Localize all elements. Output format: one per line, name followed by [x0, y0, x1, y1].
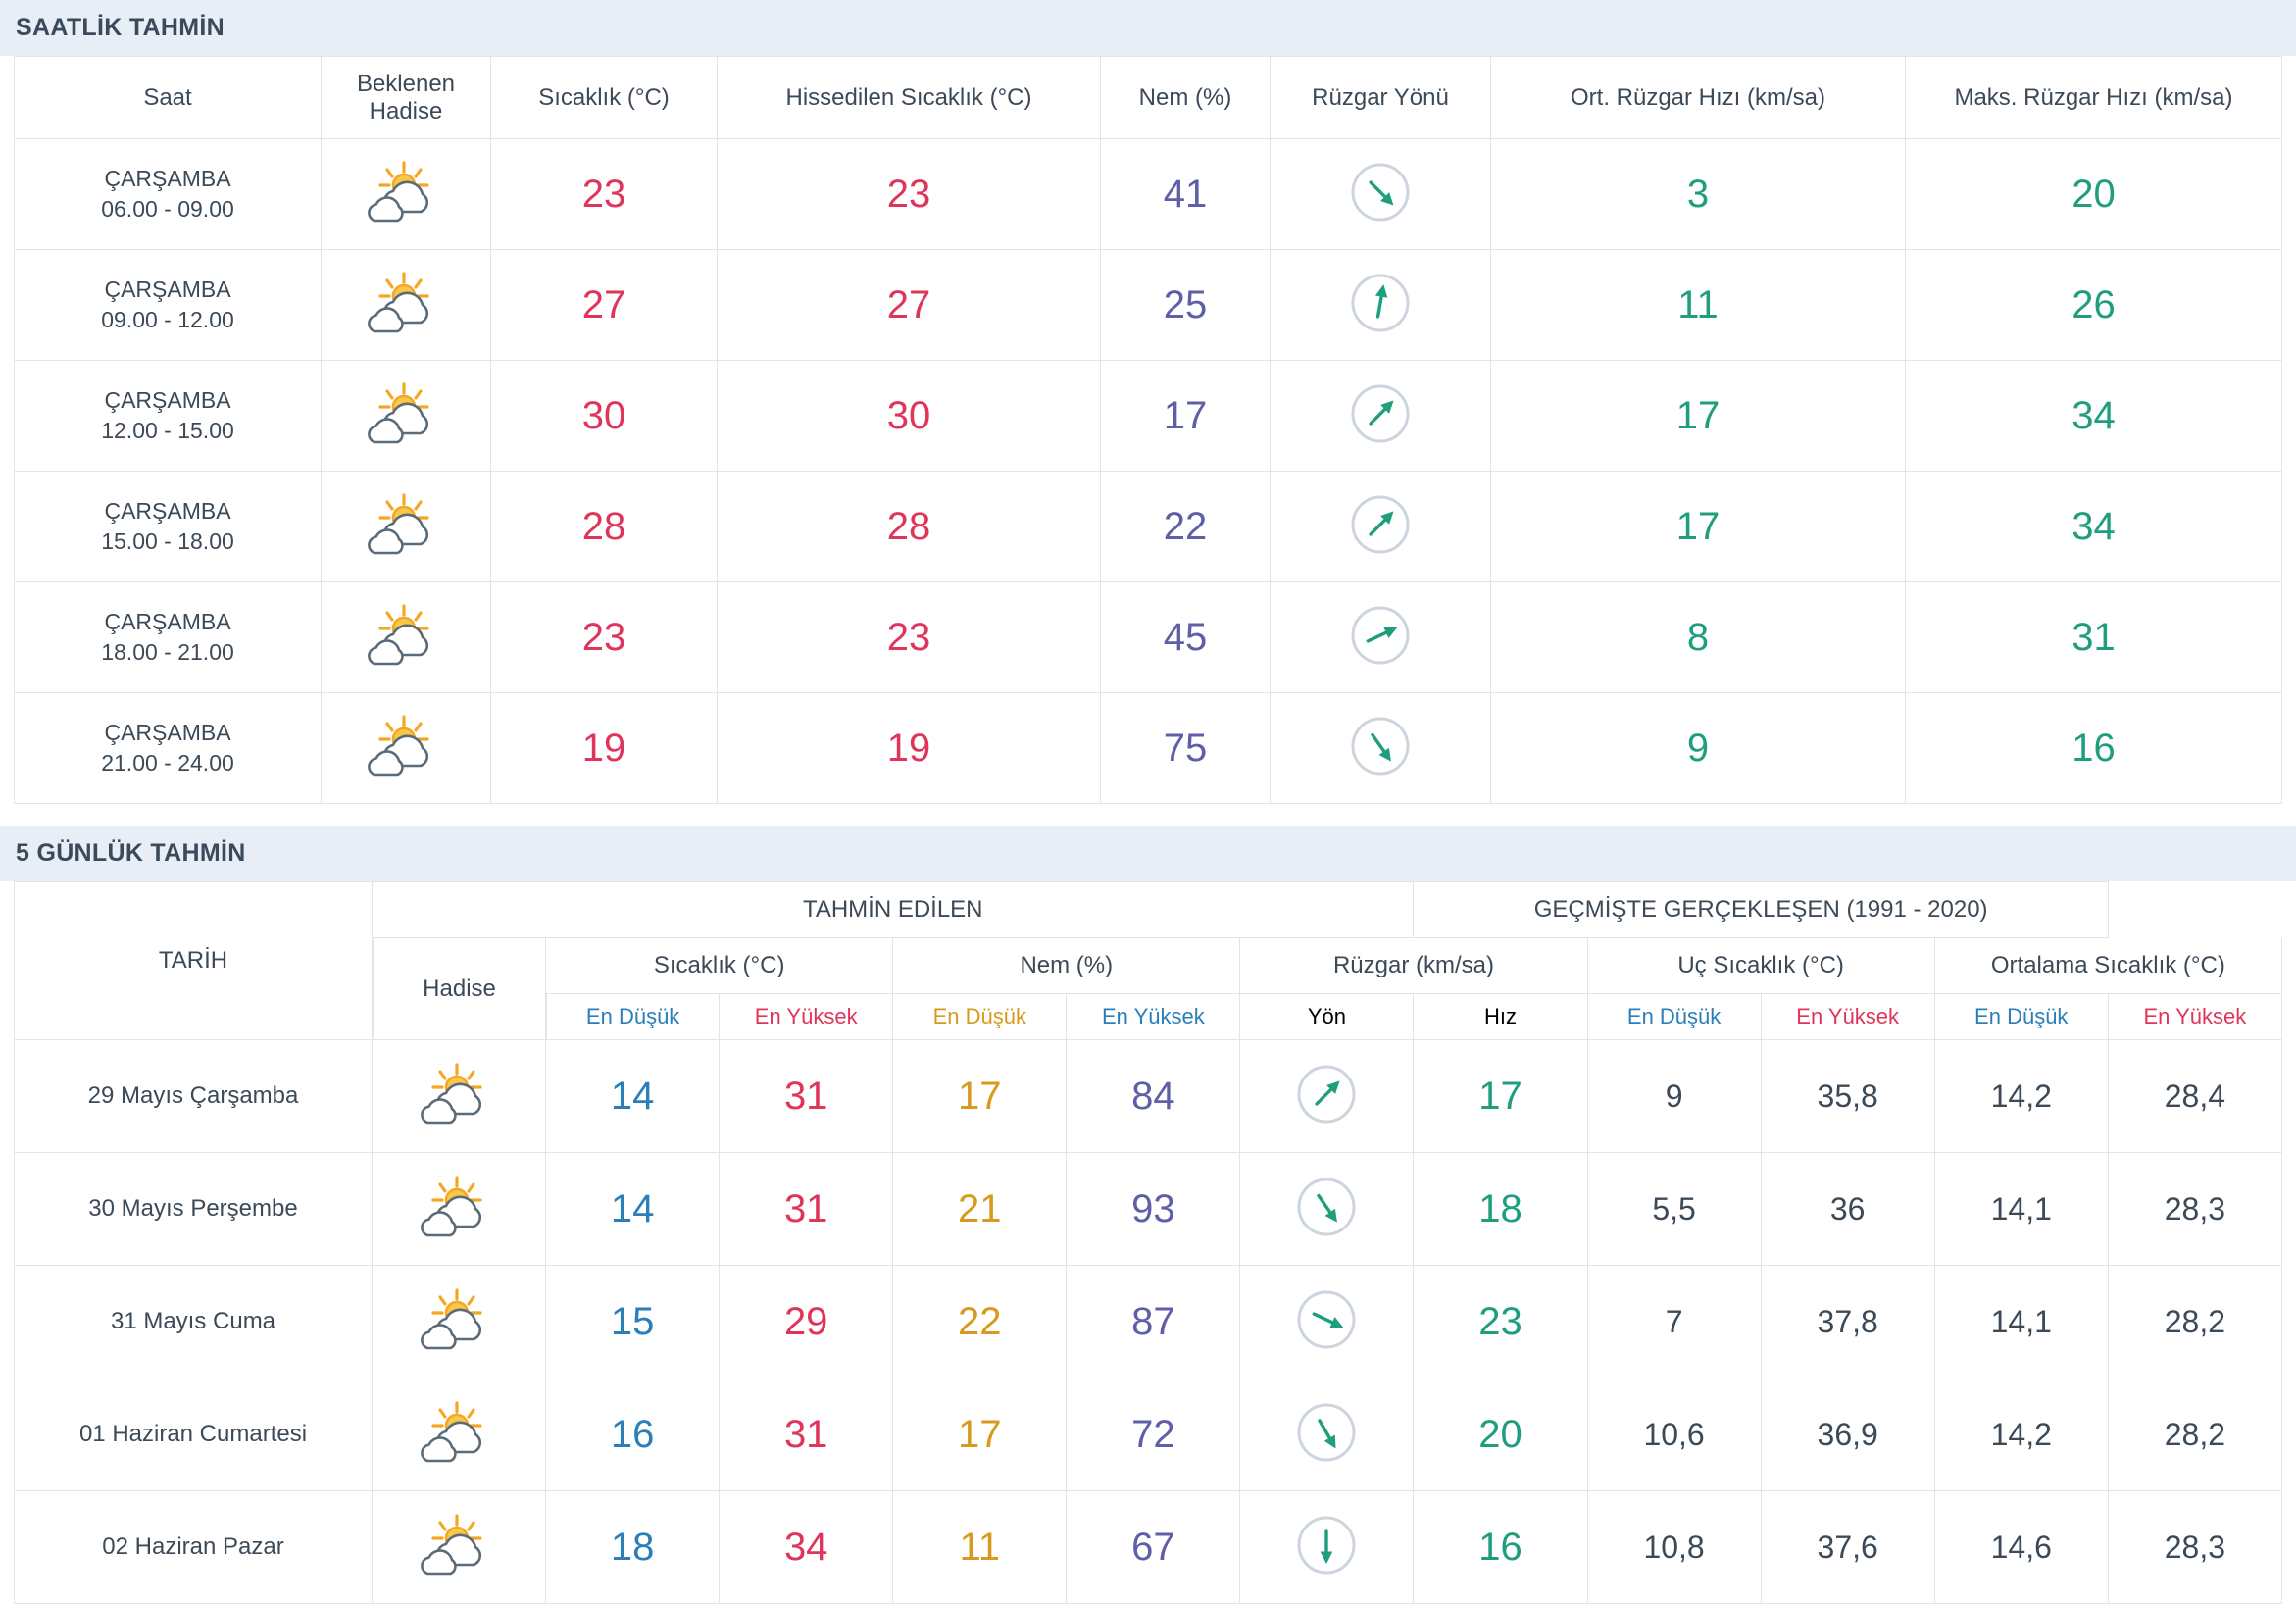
hourly-event-cell: [322, 361, 491, 472]
daily-extreme-max-value: 36,9: [1762, 1378, 1935, 1491]
sun-behind-cloud-icon: [359, 603, 453, 668]
hourly-col-humidity: Nem (%): [1101, 56, 1271, 139]
hourly-temp-value: 30: [491, 361, 718, 472]
daily-date-cell: 30 Mayıs Perşembe: [14, 1153, 373, 1266]
hourly-feels-value: 23: [718, 139, 1101, 250]
daily-col-humidity: Nem (%): [893, 938, 1240, 994]
hourly-temp-value: 27: [491, 250, 718, 361]
daily-hum-max-value: 84: [1067, 1040, 1240, 1153]
hourly-col-max-wind: Maks. Rüzgar Hızı (km/sa): [1906, 56, 2282, 139]
hourly-avg-wind-value: 17: [1491, 361, 1906, 472]
daily-temp-max-value: 31: [720, 1040, 893, 1153]
daily-temp-max-value: 31: [720, 1378, 893, 1491]
daily-wind-speed-value: 18: [1414, 1153, 1587, 1266]
hourly-humidity-value: 17: [1101, 361, 1271, 472]
daily-extreme-min-value: 10,6: [1588, 1378, 1762, 1491]
hourly-wind-direction-cell: [1271, 693, 1491, 804]
daily-event-cell: [373, 1266, 546, 1378]
daily-wind-speed-value: 16: [1414, 1491, 1587, 1604]
wind-direction-dial-icon: [1350, 716, 1411, 777]
daily-wind-direction-cell: [1240, 1266, 1414, 1378]
hourly-time-cell: [14, 250, 322, 361]
hourly-feels-value: 23: [718, 582, 1101, 693]
daily-hum-max-value: 67: [1067, 1491, 1240, 1604]
hourly-temp-value: 28: [491, 472, 718, 582]
daily-avg-min-value: 14,6: [1935, 1491, 2109, 1604]
daily-section-header: 5 GÜNLÜK TAHMİN: [0, 826, 2296, 881]
daily-sub-extreme-max: En Yüksek: [1762, 994, 1935, 1040]
wind-direction-dial-icon: [1296, 1289, 1357, 1350]
hourly-time-cell: [14, 582, 322, 693]
hourly-event-cell: [322, 250, 491, 361]
daily-wind-direction-cell: [1240, 1491, 1414, 1604]
wind-direction-dial-icon: [1350, 605, 1411, 666]
daily-group-forecast: TAHMİN EDİLEN: [373, 881, 1414, 938]
daily-col-event: Hadise: [373, 938, 546, 1040]
daily-event-cell: [373, 1378, 546, 1491]
daily-wind-direction-cell: [1240, 1040, 1414, 1153]
daily-avg-min-value: 14,1: [1935, 1153, 2109, 1266]
daily-extreme-max-value: 36: [1762, 1153, 1935, 1266]
hourly-avg-wind-value: 17: [1491, 472, 1906, 582]
hourly-col-event: [322, 56, 491, 139]
wind-direction-dial-icon: [1296, 1402, 1357, 1463]
daily-sub-hum-max: En Yüksek: [1067, 994, 1240, 1040]
daily-col-extreme-temp: Uç Sıcaklık (°C): [1588, 938, 1935, 994]
hourly-temp-value: 23: [491, 139, 718, 250]
daily-extreme-max-value: 37,6: [1762, 1491, 1935, 1604]
hourly-event-cell: [322, 139, 491, 250]
hourly-wind-direction-cell: [1271, 139, 1491, 250]
hourly-col-time: Saat: [14, 56, 322, 139]
daily-avg-max-value: 28,3: [2109, 1491, 2282, 1604]
hourly-time-cell: [14, 361, 322, 472]
hourly-table-body: [14, 139, 2282, 804]
hourly-table-head: [14, 56, 2282, 139]
hourly-header-row: [14, 56, 2282, 139]
hourly-day-label: ÇARŞAMBA: [104, 498, 231, 525]
daily-event-cell: [373, 1153, 546, 1266]
daily-temp-min-value: 16: [546, 1378, 720, 1491]
daily-avg-min-value: 14,2: [1935, 1378, 2109, 1491]
table-row: [14, 1040, 2282, 1153]
daily-col-wind: Rüzgar (km/sa): [1240, 938, 1587, 994]
sun-behind-cloud-icon: [412, 1400, 506, 1465]
sun-behind-cloud-icon: [359, 271, 453, 335]
daily-extreme-min-value: 9: [1588, 1040, 1762, 1153]
sun-behind-cloud-icon: [359, 714, 453, 778]
daily-sub-wind-speed: Hız: [1414, 994, 1587, 1040]
daily-sub-avg-min: En Düşük: [1935, 994, 2109, 1040]
daily-avg-max-value: 28,2: [2109, 1266, 2282, 1378]
table-row: [14, 361, 2282, 472]
daily-avg-max-value: 28,4: [2109, 1040, 2282, 1153]
hourly-section-header: SAATLİK TAHMİN: [0, 0, 2296, 56]
hourly-col-temp: Sıcaklık (°C): [491, 56, 718, 139]
hourly-day-label: ÇARŞAMBA: [104, 166, 231, 192]
sun-behind-cloud-icon: [359, 381, 453, 446]
daily-hum-max-value: 72: [1067, 1378, 1240, 1491]
hourly-max-wind-value: 34: [1906, 361, 2282, 472]
hourly-event-cell: [322, 582, 491, 693]
daily-extreme-min-value: 7: [1588, 1266, 1762, 1378]
daily-sub-wind-dir: Yön: [1240, 994, 1414, 1040]
hourly-day-label: ÇARŞAMBA: [104, 720, 231, 746]
hourly-temp-value: 23: [491, 582, 718, 693]
daily-hum-min-value: 21: [893, 1153, 1067, 1266]
hourly-max-wind-value: 26: [1906, 250, 2282, 361]
hourly-forecast-table: [14, 56, 2282, 804]
hourly-feels-value: 28: [718, 472, 1101, 582]
table-row: [14, 472, 2282, 582]
hourly-humidity-value: 25: [1101, 250, 1271, 361]
hourly-feels-value: 30: [718, 361, 1101, 472]
sun-behind-cloud-icon: [412, 1175, 506, 1239]
sun-behind-cloud-icon: [359, 160, 453, 225]
hourly-day-label: ÇARŞAMBA: [104, 276, 231, 303]
daily-avg-max-value: 28,3: [2109, 1153, 2282, 1266]
daily-avg-min-value: 14,2: [1935, 1040, 2109, 1153]
hourly-range-label: 15.00 - 18.00: [101, 528, 234, 555]
table-row: [14, 1491, 2282, 1604]
sun-behind-cloud-icon: [412, 1287, 506, 1352]
hourly-temp-value: 19: [491, 693, 718, 804]
table-row: [14, 582, 2282, 693]
wind-direction-dial-icon: [1350, 273, 1411, 333]
wind-direction-dial-icon: [1350, 162, 1411, 223]
daily-temp-min-value: 14: [546, 1040, 720, 1153]
hourly-range-label: 21.00 - 24.00: [101, 750, 234, 777]
hourly-col-event-line1: Beklenen: [356, 71, 456, 97]
hourly-max-wind-value: 16: [1906, 693, 2282, 804]
hourly-table-wrap: [0, 56, 2296, 804]
daily-hum-min-value: 22: [893, 1266, 1067, 1378]
table-row: [14, 250, 2282, 361]
daily-extreme-min-value: 10,8: [1588, 1491, 1762, 1604]
daily-temp-min-value: 14: [546, 1153, 720, 1266]
hourly-humidity-value: 75: [1101, 693, 1271, 804]
wind-direction-dial-icon: [1350, 494, 1411, 555]
daily-temp-min-value: 15: [546, 1266, 720, 1378]
daily-wind-direction-cell: [1240, 1378, 1414, 1491]
sun-behind-cloud-icon: [412, 1062, 506, 1127]
daily-extreme-max-value: 37,8: [1762, 1266, 1935, 1378]
hourly-event-cell: [322, 472, 491, 582]
hourly-max-wind-value: 20: [1906, 139, 2282, 250]
daily-hum-max-value: 87: [1067, 1266, 1240, 1378]
daily-wind-speed-value: 20: [1414, 1378, 1587, 1491]
wind-direction-dial-icon: [1296, 1177, 1357, 1237]
hourly-day-label: ÇARŞAMBA: [104, 387, 231, 414]
daily-wind-speed-value: 23: [1414, 1266, 1587, 1378]
daily-sub-extreme-min: En Düşük: [1588, 994, 1762, 1040]
daily-extreme-min-value: 5,5: [1588, 1153, 1762, 1266]
daily-sub-avg-max: En Yüksek: [2109, 994, 2282, 1040]
daily-event-cell: [373, 1040, 546, 1153]
daily-sub-hum-min: En Düşük: [893, 994, 1067, 1040]
sun-behind-cloud-icon: [359, 492, 453, 557]
daily-wind-direction-cell: [1240, 1153, 1414, 1266]
hourly-max-wind-value: 34: [1906, 472, 2282, 582]
daily-col-avg-temp: Ortalama Sıcaklık (°C): [1935, 938, 2282, 994]
daily-header-row-groups: [14, 881, 2282, 938]
daily-temp-min-value: 18: [546, 1491, 720, 1604]
daily-wind-speed-value: 17: [1414, 1040, 1587, 1153]
hourly-avg-wind-value: 11: [1491, 250, 1906, 361]
daily-forecast-table: [14, 881, 2282, 1604]
hourly-wind-direction-cell: [1271, 250, 1491, 361]
daily-table-body: [14, 1040, 2282, 1604]
daily-hum-min-value: 11: [893, 1491, 1067, 1604]
table-row: [14, 139, 2282, 250]
hourly-event-cell: [322, 693, 491, 804]
hourly-time-cell: [14, 472, 322, 582]
daily-col-temp: Sıcaklık (°C): [546, 938, 893, 994]
hourly-wind-direction-cell: [1271, 582, 1491, 693]
daily-temp-max-value: 31: [720, 1153, 893, 1266]
wind-direction-dial-icon: [1296, 1064, 1357, 1125]
hourly-range-label: 09.00 - 12.00: [101, 307, 234, 333]
hourly-feels-value: 27: [718, 250, 1101, 361]
hourly-wind-direction-cell: [1271, 361, 1491, 472]
wind-direction-dial-icon: [1296, 1515, 1357, 1576]
hourly-col-avg-wind: Ort. Rüzgar Hızı (km/sa): [1491, 56, 1906, 139]
hourly-col-feels: Hissedilen Sıcaklık (°C): [718, 56, 1101, 139]
daily-date-cell: 29 Mayıs Çarşamba: [14, 1040, 373, 1153]
hourly-humidity-value: 22: [1101, 472, 1271, 582]
hourly-col-event-line2: Hadise: [369, 97, 443, 125]
daily-avg-max-value: 28,2: [2109, 1378, 2282, 1491]
daily-date-cell: 31 Mayıs Cuma: [14, 1266, 373, 1378]
hourly-humidity-value: 41: [1101, 139, 1271, 250]
hourly-day-label: ÇARŞAMBA: [104, 609, 231, 635]
hourly-col-wind-direction: Rüzgar Yönü: [1271, 56, 1491, 139]
hourly-range-label: 18.00 - 21.00: [101, 639, 234, 666]
table-row: [14, 1378, 2282, 1491]
daily-avg-min-value: 14,1: [1935, 1266, 2109, 1378]
daily-col-date: TARİH: [14, 881, 373, 1040]
wind-direction-dial-icon: [1350, 383, 1411, 444]
daily-hum-min-value: 17: [893, 1378, 1067, 1491]
hourly-time-cell: [14, 139, 322, 250]
daily-extreme-max-value: 35,8: [1762, 1040, 1935, 1153]
daily-table-wrap: [0, 881, 2296, 1604]
daily-date-cell: 02 Haziran Pazar: [14, 1491, 373, 1604]
daily-hum-min-value: 17: [893, 1040, 1067, 1153]
hourly-avg-wind-value: 3: [1491, 139, 1906, 250]
daily-sub-temp-min: En Düşük: [546, 994, 720, 1040]
daily-sub-temp-max: En Yüksek: [720, 994, 893, 1040]
sun-behind-cloud-icon: [412, 1513, 506, 1578]
hourly-avg-wind-value: 9: [1491, 693, 1906, 804]
hourly-humidity-value: 45: [1101, 582, 1271, 693]
daily-temp-max-value: 29: [720, 1266, 893, 1378]
hourly-max-wind-value: 31: [1906, 582, 2282, 693]
daily-temp-max-value: 34: [720, 1491, 893, 1604]
hourly-wind-direction-cell: [1271, 472, 1491, 582]
hourly-time-cell: [14, 693, 322, 804]
daily-event-cell: [373, 1491, 546, 1604]
table-row: [14, 693, 2282, 804]
hourly-avg-wind-value: 8: [1491, 582, 1906, 693]
hourly-range-label: 12.00 - 15.00: [101, 418, 234, 444]
hourly-range-label: 06.00 - 09.00: [101, 196, 234, 223]
daily-date-cell: 01 Haziran Cumartesi: [14, 1378, 373, 1491]
table-row: [14, 1266, 2282, 1378]
table-row: [14, 1153, 2282, 1266]
daily-table-head: [14, 881, 2282, 1040]
hourly-feels-value: 19: [718, 693, 1101, 804]
daily-hum-max-value: 93: [1067, 1153, 1240, 1266]
daily-group-history: GEÇMİŞTE GERÇEKLEŞEN (1991 - 2020): [1414, 881, 2108, 938]
